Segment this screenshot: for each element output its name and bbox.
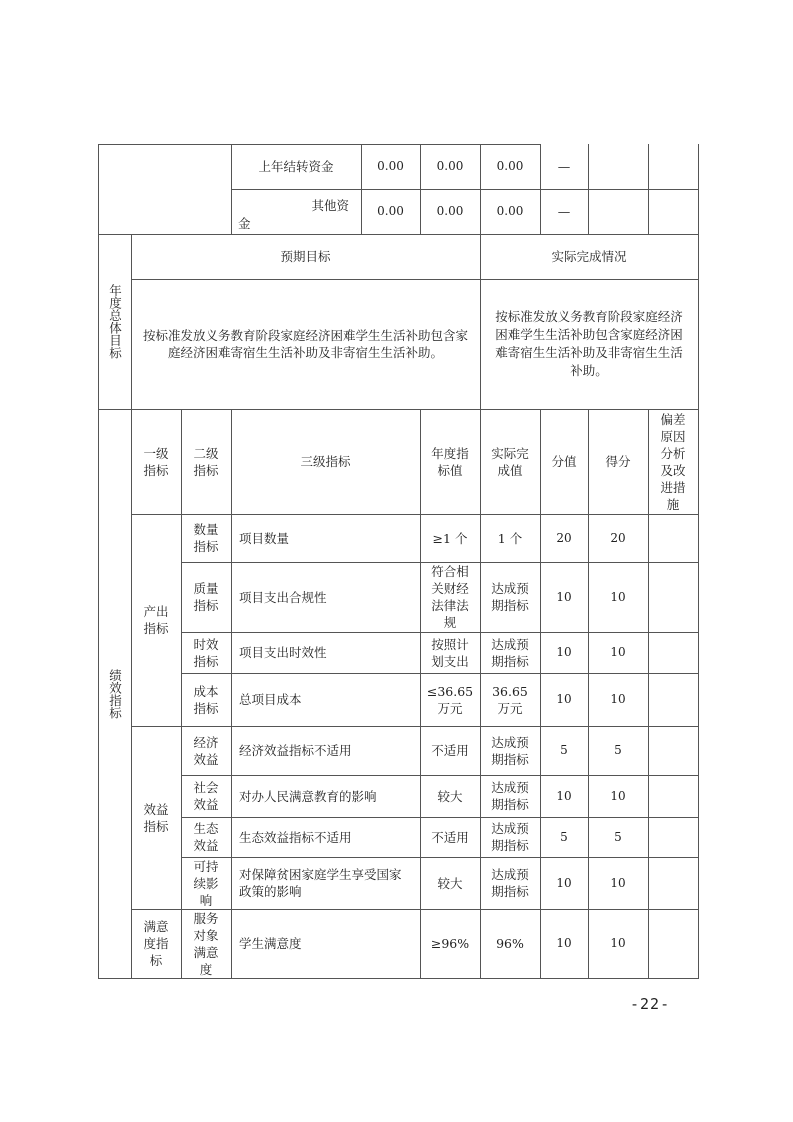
- level3-cell: 对保障贫困家庭学生享受国家政策的影响: [239, 867, 402, 899]
- target-cell: ≤36.65万元: [426, 683, 474, 716]
- score-cell: 10: [610, 692, 626, 706]
- target-cell: ≥1 个: [432, 530, 468, 546]
- score-value-cell: 10: [556, 875, 572, 890]
- header-actual: 实际完成值: [491, 445, 529, 478]
- target-cell: ≥96%: [430, 936, 470, 951]
- level2-cell: 服务对象满意度: [193, 910, 219, 977]
- header-level3: 三级指标: [300, 454, 351, 469]
- header-target: 年度指标值: [431, 445, 469, 478]
- funding-value: 0.00: [436, 159, 464, 173]
- expected-goal-header: 预期目标: [280, 249, 331, 264]
- score-cell: 20: [610, 530, 626, 545]
- funding-value: 0.00: [496, 204, 524, 218]
- level2-cell: 生态效益: [193, 821, 219, 853]
- score-cell: 10: [610, 645, 626, 659]
- deviation-cell: [648, 726, 698, 775]
- funding-label: [231, 144, 361, 189]
- level2-cell: 成本指标: [193, 683, 219, 716]
- target-cell: 不适用: [431, 743, 469, 758]
- funding-dash: —: [557, 159, 571, 174]
- deviation-cell: [648, 632, 698, 673]
- header-score-value: 分值: [551, 454, 577, 469]
- target-cell: 按照计划支出: [431, 636, 469, 669]
- performance-label-text: 绩效指标: [107, 668, 123, 719]
- level3-cell: 经济效益指标不适用: [239, 743, 352, 758]
- target-cell: 较大: [437, 788, 463, 804]
- page-number: -22-: [630, 995, 671, 1013]
- funding-value: 0.00: [496, 159, 524, 173]
- level3-cell: 学生满意度: [239, 936, 302, 951]
- actual-cell: 36.65万元: [492, 683, 528, 716]
- deviation-cell: [648, 857, 698, 909]
- target-cell: 较大: [437, 875, 463, 891]
- level3-cell: 项目支出合规性: [239, 589, 327, 605]
- annual-goal-label: [98, 234, 131, 409]
- funding-value: 0.00: [377, 204, 404, 218]
- score-value-cell: 20: [556, 530, 572, 545]
- group-satisfaction: 满意度指标: [143, 919, 169, 968]
- header-score: 得分: [605, 454, 631, 469]
- level2-cell: 质量指标: [193, 581, 219, 613]
- actual-cell: 1 个: [497, 530, 523, 546]
- score-value-cell: 10: [556, 692, 572, 706]
- level2-cell: 数量指标: [193, 522, 219, 554]
- score-value-cell: 5: [560, 829, 568, 844]
- header-level1: 一级指标: [143, 445, 169, 478]
- target-cell: 不适用: [431, 829, 469, 845]
- actual-cell: 达成预期指标: [491, 780, 529, 812]
- score-value-cell: 10: [556, 645, 572, 659]
- score-value-cell: 10: [556, 936, 572, 950]
- level2-cell: 社会效益: [193, 780, 219, 812]
- funding-label-line2: 金: [238, 216, 251, 231]
- funding-value: 0.00: [436, 204, 464, 218]
- level2-cell: 经济效益: [193, 734, 219, 767]
- funding-value: 0.00: [377, 159, 404, 173]
- actual-cell: 达成预期指标: [491, 821, 529, 853]
- group-output: 产出指标: [143, 604, 169, 636]
- level3-cell: 总项目成本: [239, 692, 302, 707]
- level2-cell: 可持续影响: [193, 858, 219, 908]
- expected-goal-text: 按标准发放义务教育阶段家庭经济困难学生生活补助包含家庭经济困难寄宿生生活补助及非寄宿生生活补助。: [142, 328, 468, 360]
- actual-cell: 达成预期指标: [491, 581, 529, 613]
- level3-cell: 项目支出时效性: [239, 645, 327, 660]
- level3-cell: 对办人民满意教育的影响: [239, 788, 377, 804]
- actual-goal-header: 实际完成情况: [551, 249, 627, 264]
- actual-goal-text: 按标准发放义务教育阶段家庭经济困难学生生活补助包含家庭经济困难寄宿生生活补助及非寄宿生生活补助。: [495, 309, 683, 378]
- deviation-cell: [648, 673, 698, 726]
- performance-label: [98, 409, 131, 978]
- deviation-cell: [648, 817, 698, 857]
- target-cell: 符合相关财经法律法规: [431, 564, 469, 630]
- score-cell: 5: [614, 829, 622, 844]
- score-value-cell: 5: [560, 743, 568, 757]
- annual-goal-label-text: 年度总体目标: [107, 284, 123, 359]
- score-cell: 10: [610, 589, 626, 604]
- funding-label-text: 上年结转资金: [258, 159, 334, 174]
- deviation-cell: [648, 562, 698, 632]
- actual-cell: 达成预期指标: [491, 636, 529, 669]
- score-cell: 10: [610, 788, 626, 803]
- level2-cell: 时效指标: [193, 636, 219, 669]
- deviation-cell: [648, 909, 698, 978]
- deviation-cell: [648, 514, 698, 562]
- header-deviation: 偏差原因分析及改进措施: [660, 411, 686, 512]
- actual-cell: 96%: [496, 936, 524, 951]
- header-level2: 二级指标: [193, 445, 219, 478]
- group-benefit: 效益指标: [143, 801, 169, 834]
- deviation-cell: [648, 775, 698, 817]
- score-cell: 10: [610, 875, 626, 890]
- funding-label-line1: 其他资: [311, 198, 349, 213]
- actual-cell: 达成预期指标: [491, 734, 529, 767]
- score-cell: 10: [610, 936, 626, 950]
- level3-cell: 生态效益指标不适用: [239, 829, 352, 845]
- score-value-cell: 10: [556, 788, 572, 803]
- funding-label: [231, 189, 361, 234]
- score-cell: 5: [614, 743, 622, 757]
- actual-cell: 达成预期指标: [491, 867, 529, 899]
- level3-cell: 项目数量: [239, 530, 290, 546]
- score-value-cell: 10: [556, 589, 572, 604]
- funding-dash: —: [557, 204, 571, 219]
